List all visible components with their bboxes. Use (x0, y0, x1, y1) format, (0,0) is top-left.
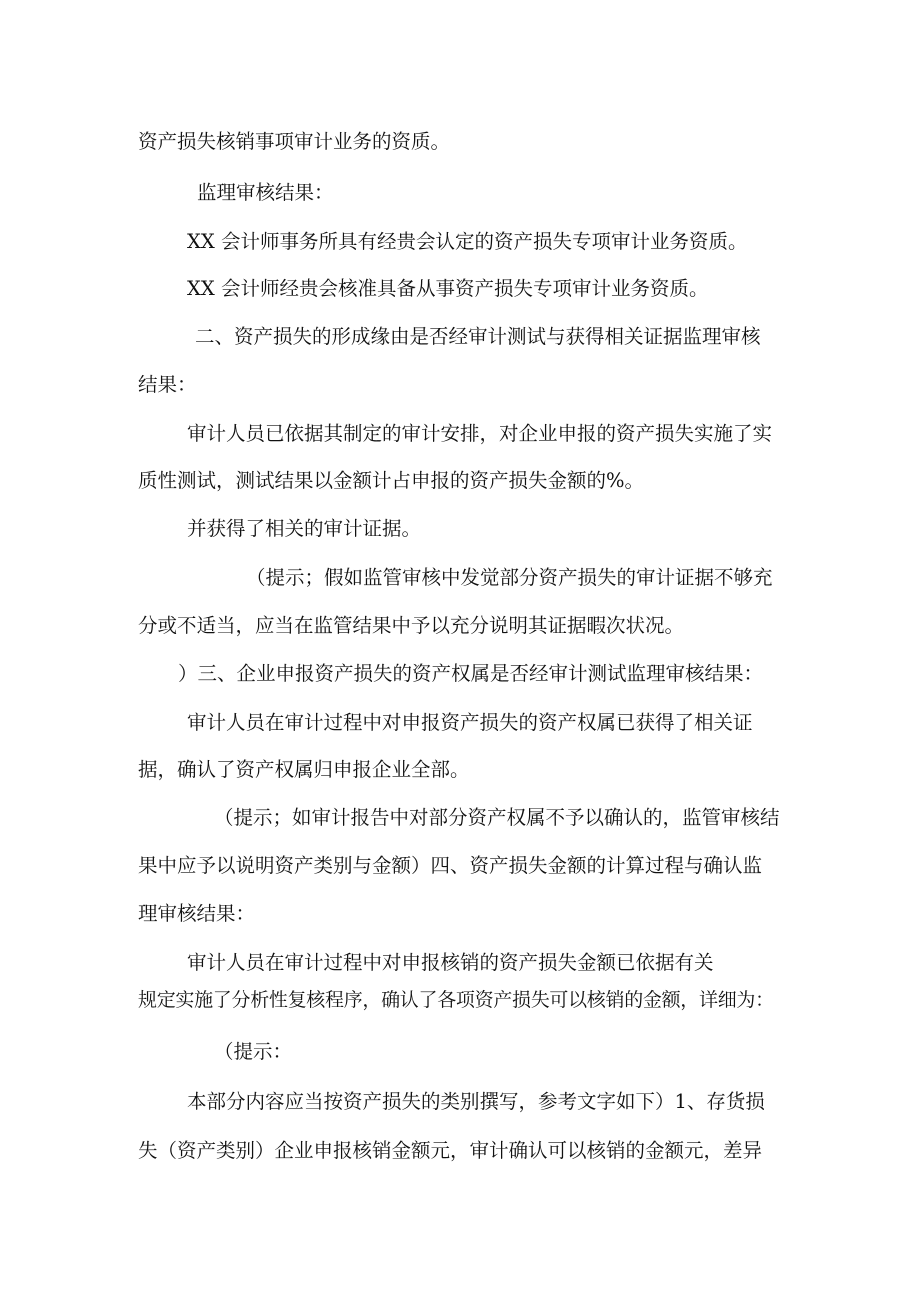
paragraph-line: 资产损失核销事项审计业务的资质。 (138, 130, 451, 153)
section-label: 监理审核结果： (197, 181, 334, 204)
paragraph-line: 审计人员已依据其制定的审计安排，对企业申报的资产损失实施了实 (187, 422, 773, 445)
paragraph-line: 失（资产类别）企业申报核销金额元，审计确认可以核销的金额元，差异 (138, 1139, 763, 1162)
paragraph-line: 质性测试，测试结果以金额计占申报的资产损失金额的%。 (138, 469, 645, 492)
paragraph-line: XX 会计师经贵会核准具备从事资产损失专项审计业务资质。 (187, 277, 709, 300)
section-heading: ）三、企业申报资产损失的资产权属是否经审计测试监理审核结果： (178, 662, 764, 685)
paragraph-line: 审计人员在审计过程中对申报资产损失的资产权属已获得了相关证 (187, 711, 753, 734)
hint-line: 果中应予以说明资产类别与金额）四、资产损失金额的计算过程与确认监 (138, 854, 763, 877)
hint-line: （提示： (214, 1040, 293, 1063)
hint-line: （提示；假如监管审核中发觉部分资产损失的审计证据不够充 (246, 566, 773, 589)
paragraph-line: 本部分内容应当按资产损失的类别撰写，参考文字如下）1、存货损 (187, 1090, 765, 1113)
paragraph-line: 并获得了相关的审计证据。 (187, 517, 422, 540)
paragraph-line: 审计人员在审计过程中对申报核销的资产损失金额已依据有关 (187, 951, 714, 974)
section-heading-continued: 结果： (138, 373, 197, 396)
paragraph-line: 规定实施了分析性复核程序，确认了各项资产损失可以核销的金额，详细为： (138, 989, 774, 1011)
hint-line: 分或不适当，应当在监管结果中予以充分说明其证据暇次状况。 (138, 614, 685, 637)
section-heading: 二、资产损失的形成缘由是否经审计测试与获得相关证据监理审核 (195, 325, 761, 348)
paragraph-line: XX 会计师事务所具有经贵会认定的资产损失专项审计业务资质。 (187, 230, 748, 253)
hint-line: （提示；如审计报告中对部分资产权属不予以确认的，监管审核结 (214, 806, 780, 829)
paragraph-line: 据，确认了资产权属归申报企业全部。 (138, 758, 470, 781)
section-heading-continued: 理审核结果： (138, 902, 256, 925)
